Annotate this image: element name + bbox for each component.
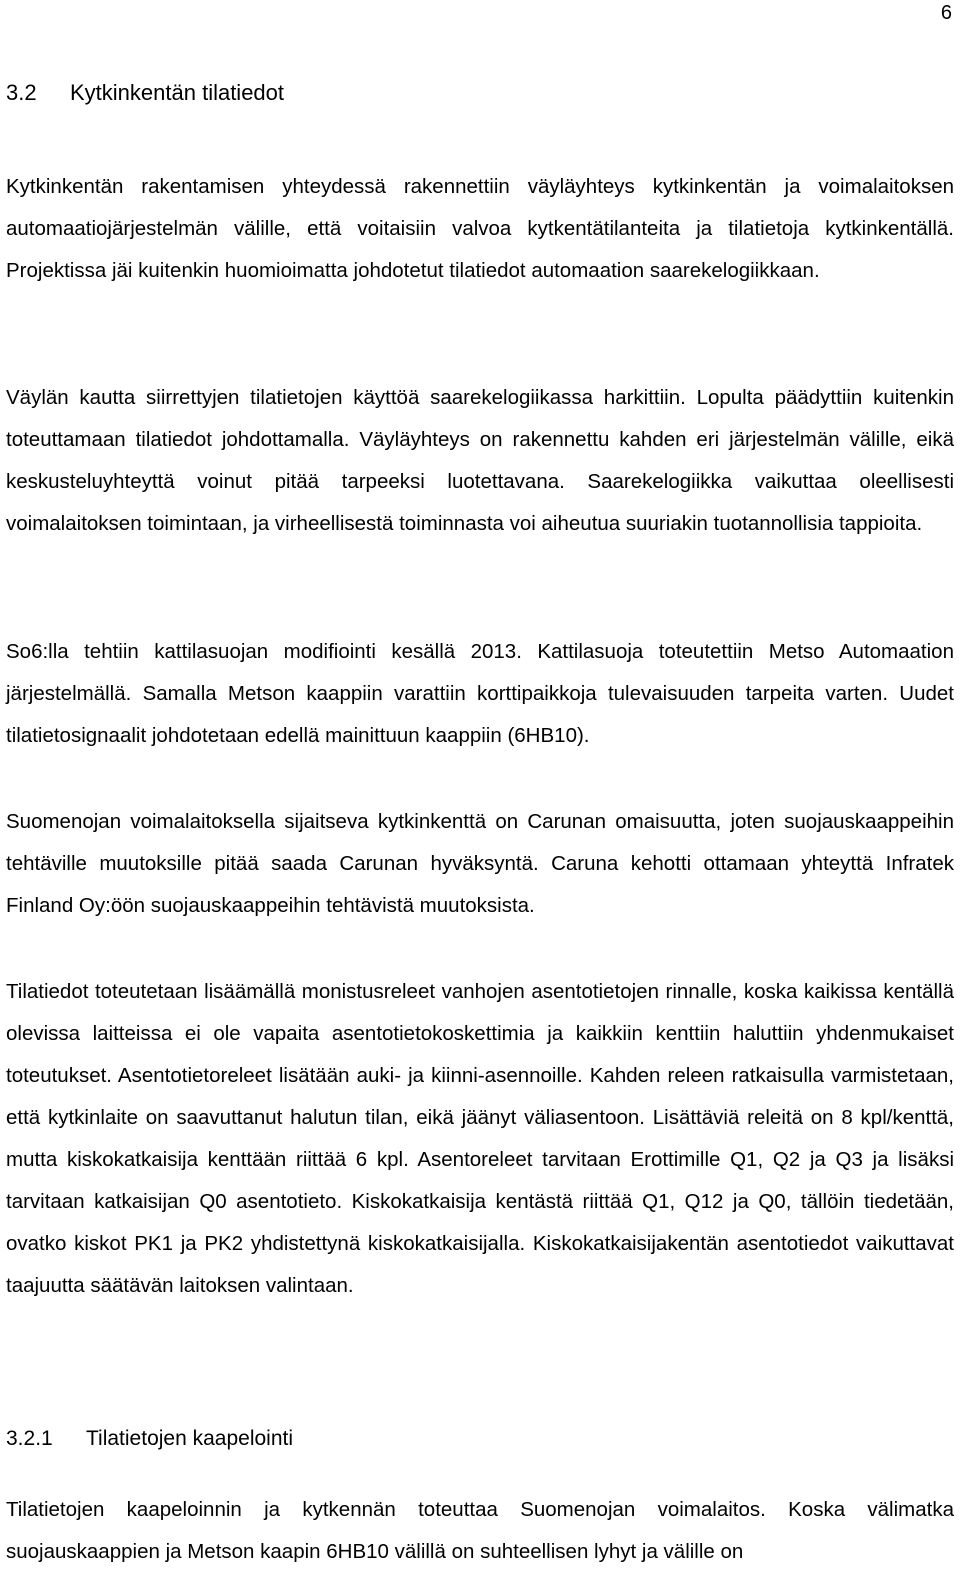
- subsection-number: 3.2.1: [6, 1427, 53, 1450]
- paragraph-5: Tilatiedot toteutetaan lisäämällä monistusreleet vanhojen asentotietojen rinnalle, koska kaikissa kentällä olevissa laitteissa ei ole vapaita asentotietokoskettimia ja kaikkiin kenttiin haluttiin yhdenmukaiset toteutukset. Asentotietoreleet lisätään auki- ja kiinni-asennoille. Kahden releen ratkaisulla varmistetaan, että kytkinlaite on saavuttanut halutun tilan, eikä jäänyt väliasentoon. Lisättäviä releitä on 8 kpl/kenttä, mutta kiskokatkaisija kenttään riittää 6 kpl. Asentoreleet tarvitaan Erottimille Q1, Q2 ja Q3 ja lisäksi tarvitaan katkaisijan Q0 asentotieto. Kiskokatkaisija kentästä riittää Q1, Q12 ja Q0, tällöin tiedetään, ovatko kiskot PK1 ja PK2 yhdistettynä kiskokatkaisijalla. Kiskokatkaisijakentän asentotiedot vaikuttavat taajuutta säätävän laitoksen valintaan.: [6, 980, 954, 1297]
- paragraph-3: So6:lla tehtiin kattilasuojan modifiointi kesällä 2013. Kattilasuoja toteutettiin Metso Automaation järjestelmällä. Samalla Metson kaappiin varattiin korttipaikkoja tulevaisuuden tarpeita varten. Uudet tilatietosignaalit johdotetaan edellä mainittuun kaappiin (6HB10).: [6, 640, 954, 747]
- paragraph-4: Suomenojan voimalaitoksella sijaitseva kytkinkenttä on Carunan omaisuutta, joten suojauskaappeihin tehtäville muutoksille pitää saada Carunan hyväksyntä. Caruna kehotti ottamaan yhteyttä Infratek Finland Oy:öön suojauskaappeihin tehtävistä muutoksista.: [6, 810, 954, 917]
- subsection-title: Tilatietojen kaapelointi: [86, 1427, 294, 1450]
- section-number: 3.2: [6, 80, 37, 105]
- paragraph-1: Kytkinkentän rakentamisen yhteydessä rakennettiin väyläyhteys kytkinkentän ja voimalaitoksen automaatiojärjestelmän välille, että voitaisiin valvoa kytkentätilanteita ja tilatietoja kytkinkentällä. Projektissa jäi kuitenkin huomioimatta johdotetut tilatiedot automaation saarekelogiikkaan.: [6, 175, 954, 282]
- subsection-heading: [6, 1427, 293, 1451]
- paragraph-6: Tilatietojen kaapeloinnin ja kytkennän toteuttaa Suomenojan voimalaitos. Koska välimatka suojauskaappien ja Metson kaapin 6HB10 välillä on suhteellisen lyhyt ja välille on: [6, 1498, 954, 1563]
- section-heading: [6, 80, 284, 106]
- section-title: Kytkinkentän tilatiedot: [70, 80, 285, 105]
- page-number: 6: [940, 2, 952, 24]
- paragraph-2: Väylän kautta siirrettyjen tilatietojen käyttöä saarekelogiikassa harkittiin. Lopulta päädyttiin kuitenkin toteuttamaan tilatiedot johdottamalla. Väyläyhteys on rakennettu kahden eri järjestelmän välille, eikä keskusteluyhteyttä voinut pitää tarpeeksi luotettavana. Saarekelogiikka vaikuttaa oleellisesti voimalaitoksen toimintaan, ja virheellisestä toiminnasta voi aiheutua suuriakin tuotannollisia tappioita.: [6, 386, 954, 535]
